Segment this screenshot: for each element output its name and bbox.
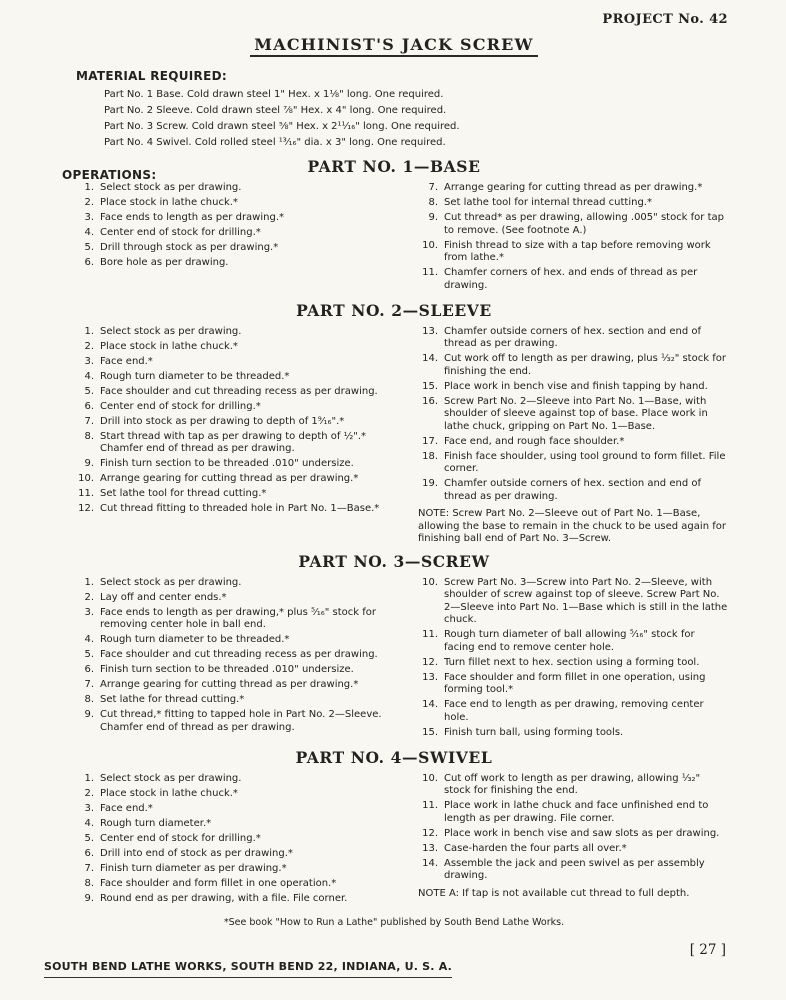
- section-part-4-swivel: [60, 748, 728, 908]
- operation-item: [418, 381, 728, 394]
- operation-item: [74, 878, 384, 891]
- operation-item: [74, 634, 384, 647]
- operation-item: [74, 197, 384, 210]
- operation-number: 3.: [84, 802, 94, 814]
- operation-item: [74, 893, 384, 906]
- operation-number: 10.: [78, 473, 94, 484]
- operation-number: 13.: [422, 325, 438, 337]
- operation-text: Place stock in lathe chuck.*: [100, 197, 238, 208]
- operation-item: [74, 257, 384, 270]
- operation-number: 14.: [422, 699, 438, 710]
- operation-item: [74, 341, 384, 354]
- part-2-right-column: [418, 326, 728, 546]
- operation-text: Place work in bench vise and saw slots as per drawing.: [444, 827, 720, 839]
- operation-number: 1.: [84, 576, 94, 588]
- operation-text: Face end to length as per drawing, removing center hole.: [444, 699, 704, 723]
- operation-text: Set lathe tool for internal thread cutting.*: [444, 197, 652, 208]
- operation-item: [74, 649, 384, 662]
- operation-list: [74, 577, 384, 735]
- operation-number: 12.: [78, 503, 94, 514]
- page-title: MACHINIST'S JACK SCREW: [250, 35, 537, 57]
- operation-number: 13.: [422, 842, 438, 854]
- operation-text: Screw Part No. 3—Screw into Part No. 2—Sleeve, with shoulder of screw against top of sleeve. Screw Part No. 2—Sleeve into Part No. 1—Base which is still in the lathe chuck.: [444, 576, 728, 625]
- operation-number: 4.: [84, 817, 94, 829]
- operation-item: [74, 458, 384, 471]
- operation-number: 14.: [422, 857, 438, 869]
- operation-text: Chamfer outside corners of hex. section and end of thread as per drawing.: [444, 478, 701, 502]
- operation-item: [74, 326, 384, 339]
- part-2-columns: [60, 326, 728, 546]
- operation-number: 9.: [428, 212, 438, 223]
- project-number: PROJECT No. 42: [602, 12, 728, 27]
- operation-text: Rough turn diameter to be threaded.*: [100, 634, 290, 645]
- section-part-1-base: [60, 157, 728, 295]
- material-line: Part No. 3 Screw. Cold drawn steel ⅝" Hex. x 2¹¹⁄₁₆" long. One required.: [104, 121, 460, 132]
- part-3-left-column: [74, 577, 384, 742]
- operation-number: 7.: [428, 182, 438, 193]
- operation-item: [418, 451, 728, 476]
- operation-item: [418, 672, 728, 697]
- operation-item: [418, 326, 728, 351]
- operation-text: Face end, and rough face shoulder.*: [444, 435, 625, 447]
- operation-number: 11.: [78, 488, 94, 499]
- operation-text: Select stock as per drawing.: [100, 325, 242, 337]
- operation-text: Turn fillet next to hex. section using a forming tool.: [444, 656, 700, 668]
- operation-text: Face ends to length as per drawing,* plus ⁵⁄₁₆" stock for removing center hole in ball end.: [100, 606, 376, 630]
- operation-number: 11.: [422, 629, 438, 640]
- operation-text: Place stock in lathe chuck.*: [100, 340, 238, 352]
- operation-text: Cut off work to length as per drawing, allowing ¹⁄₃₂" stock for finishing the end.: [444, 772, 701, 796]
- operation-item: [74, 212, 384, 225]
- operation-number: 8.: [84, 694, 94, 705]
- operation-text: Start thread with tap as per drawing to depth of ½".* Chamfer end of thread as per drawing.: [100, 430, 367, 454]
- operation-list: [74, 773, 384, 906]
- part-1-left-column: [74, 182, 384, 295]
- operation-number: 2.: [84, 197, 94, 208]
- material-line: Part No. 4 Swivel. Cold rolled steel ¹³⁄₁₆" dia. x 3" long. One required.: [104, 137, 446, 148]
- operation-text: Set lathe tool for thread cutting.*: [100, 488, 267, 499]
- operation-item: [74, 664, 384, 677]
- operation-item: [418, 773, 728, 798]
- section-part-3-screw: [60, 552, 728, 742]
- operation-number: 17.: [422, 435, 438, 447]
- operation-text: Case-harden the four parts all over.*: [444, 842, 627, 854]
- operation-number: 5.: [84, 385, 94, 397]
- operation-text: Finish turn diameter as per drawing.*: [100, 862, 287, 874]
- operation-text: Finish thread to size with a tap before removing work from lathe.*: [444, 239, 711, 263]
- operation-number: 2.: [84, 591, 94, 603]
- part-4-right-column: [418, 773, 728, 908]
- operation-text: Cut thread fitting to threaded hole in Part No. 1—Base.*: [100, 503, 380, 514]
- part-1-right-column: [418, 182, 728, 295]
- operation-item: [74, 803, 384, 816]
- operation-text: Chamfer corners of hex. and ends of thread as per drawing.: [444, 267, 698, 291]
- operation-number: 3.: [84, 212, 94, 223]
- operation-item: [418, 843, 728, 856]
- operation-text: Center end of stock for drilling.*: [100, 400, 261, 412]
- operation-text: Place stock in lathe chuck.*: [100, 787, 238, 799]
- operation-item: [418, 800, 728, 825]
- part-1-columns: [60, 182, 728, 295]
- operation-number: 6.: [84, 257, 94, 268]
- operation-item: [418, 212, 728, 237]
- operation-item: [418, 577, 728, 627]
- operation-text: Arrange gearing for cutting thread as per drawing.*: [100, 473, 359, 484]
- operation-item: [74, 709, 384, 734]
- operation-number: 8.: [84, 430, 94, 442]
- operation-item: [418, 828, 728, 841]
- operation-item: [418, 727, 728, 740]
- operation-item: [74, 607, 384, 632]
- operation-number: 12.: [422, 827, 438, 839]
- operation-text: Center end of stock for drilling.*: [100, 227, 261, 238]
- operation-text: Assemble the jack and peen swivel as per assembly drawing.: [444, 857, 705, 881]
- operation-number: 3.: [84, 606, 94, 618]
- material-line: Part No. 1 Base. Cold drawn steel 1" Hex. x 1⅛" long. One required.: [104, 89, 444, 100]
- operation-number: 5.: [84, 649, 94, 660]
- operation-text: Arrange gearing for cutting thread as per drawing.*: [100, 679, 359, 690]
- operation-list: [418, 773, 728, 883]
- operation-item: [74, 773, 384, 786]
- operation-text: Place work in lathe chuck and face unfinished end to length as per drawing. File corner.: [444, 800, 709, 824]
- operation-item: [74, 694, 384, 707]
- operation-list: [74, 182, 384, 270]
- material-required-heading: MATERIAL REQUIRED:: [76, 69, 227, 83]
- operation-number: 5.: [84, 242, 94, 253]
- operation-item: [74, 848, 384, 861]
- operation-text: Cut thread* as per drawing, allowing .005" stock for tap to remove. (See footnote A.): [444, 212, 724, 236]
- part-3-title: PART NO. 3—SCREW: [298, 551, 490, 571]
- operation-list: [418, 577, 728, 740]
- part-4-left-column: [74, 773, 384, 908]
- operation-item: [74, 182, 384, 195]
- operation-item: [418, 267, 728, 292]
- operation-number: 10.: [422, 239, 438, 251]
- operation-number: 11.: [422, 267, 438, 278]
- page-number: [ 27 ]: [689, 942, 726, 958]
- operation-text: Drill into stock as per drawing to depth of 1⁹⁄₁₆".*: [100, 415, 345, 427]
- operation-item: [74, 679, 384, 692]
- operations-heading: OPERATIONS:: [62, 168, 157, 182]
- operation-text: Finish turn ball, using forming tools.: [444, 726, 624, 738]
- part-4-title: PART NO. 4—SWIVEL: [295, 747, 493, 767]
- operation-text: Face end.*: [100, 355, 153, 367]
- operation-text: Cut thread,* fitting to tapped hole in Part No. 2—Sleeve. Chamfer end of thread as per drawing.: [100, 709, 382, 733]
- operation-text: Rough turn diameter of ball allowing ⁵⁄₁₆" stock for facing end to remove center hole.: [444, 629, 695, 653]
- material-line: Part No. 2 Sleeve. Cold drawn steel ⅞" Hex. x 4" long. One required.: [104, 105, 447, 116]
- part-2-left-column: [74, 326, 384, 546]
- operation-item: [74, 488, 384, 501]
- operation-list: [74, 326, 384, 516]
- operation-item: [74, 788, 384, 801]
- operation-number: 12.: [422, 656, 438, 668]
- operation-item: [418, 182, 728, 195]
- operation-text: Rough turn diameter.*: [100, 817, 212, 829]
- operation-number: 11.: [422, 800, 438, 811]
- operation-text: Finish face shoulder, using tool ground to form fillet. File corner.: [444, 450, 726, 474]
- operation-text: Finish turn section to be threaded .010" undersize.: [100, 458, 354, 469]
- operation-text: Center end of stock for drilling.*: [100, 832, 261, 844]
- operation-number: 7.: [84, 679, 94, 690]
- operation-text: Face shoulder and cut threading recess as per drawing.: [100, 649, 378, 660]
- operation-number: 4.: [84, 227, 94, 238]
- operation-number: 8.: [428, 197, 438, 208]
- operation-text: Finish turn section to be threaded .010" undersize.: [100, 664, 354, 675]
- operation-number: 7.: [84, 415, 94, 427]
- operation-list: [418, 182, 728, 292]
- operation-item: [74, 227, 384, 240]
- operation-text: Round end as per drawing, with a file. File corner.: [100, 892, 348, 904]
- operation-number: 13.: [422, 671, 438, 683]
- operation-number: 9.: [84, 709, 94, 720]
- operation-text: Drill into end of stock as per drawing.*: [100, 847, 293, 859]
- operation-item: [418, 436, 728, 449]
- operation-number: 10.: [422, 772, 438, 784]
- operation-text: Drill through stock as per drawing.*: [100, 242, 279, 253]
- operation-text: Place work in bench vise and finish tapping by hand.: [444, 380, 708, 392]
- operation-number: 18.: [422, 450, 438, 462]
- operation-text: Arrange gearing for cutting thread as per drawing.*: [444, 182, 703, 193]
- operation-item: [418, 629, 728, 654]
- operation-number: 1.: [84, 325, 94, 337]
- operation-number: 1.: [84, 772, 94, 784]
- operation-number: 8.: [84, 877, 94, 889]
- operation-item: [418, 699, 728, 724]
- operation-number: 7.: [84, 862, 94, 874]
- operation-item: [418, 396, 728, 434]
- operation-item: [418, 353, 728, 378]
- material-list: [104, 87, 728, 151]
- operation-text: Chamfer outside corners of hex. section and end of thread as per drawing.: [444, 325, 701, 349]
- operation-item: [74, 473, 384, 486]
- operation-number: 15.: [422, 380, 438, 392]
- operation-text: Face shoulder and form fillet in one operation, using forming tool.*: [444, 671, 706, 695]
- footnote: *See book "How to Run a Lathe" published by South Bend Lathe Works.: [223, 916, 565, 928]
- part-3-columns: [60, 577, 728, 742]
- operation-item: [74, 431, 384, 456]
- part-2-note: NOTE: Screw Part No. 2—Sleeve out of Part No. 1—Base, allowing the base to remain in the chuck to be used again for finishing ball end of Part No. 3—Screw.: [418, 508, 726, 544]
- operation-text: Select stock as per drawing.: [100, 772, 242, 784]
- operation-number: 1.: [84, 182, 94, 193]
- operation-item: [74, 503, 384, 516]
- operation-item: [74, 833, 384, 846]
- operation-number: 14.: [422, 353, 438, 364]
- operation-item: [74, 242, 384, 255]
- publisher-imprint: SOUTH BEND LATHE WORKS, SOUTH BEND 22, INDIANA, U. S. A.: [44, 960, 452, 978]
- operation-item: [418, 240, 728, 265]
- operation-text: Face shoulder and cut threading recess as per drawing.: [100, 385, 378, 397]
- part-1-title-row: [60, 157, 728, 182]
- operation-text: Lay off and center ends.*: [100, 591, 227, 603]
- operation-number: 9.: [84, 458, 94, 469]
- operation-item: [418, 478, 728, 503]
- title-row: [60, 35, 728, 57]
- operation-number: 6.: [84, 847, 94, 859]
- operation-text: Bore hole as per drawing.: [100, 257, 229, 268]
- operation-number: 3.: [84, 355, 94, 367]
- operation-number: 6.: [84, 400, 94, 412]
- operation-number: 2.: [84, 787, 94, 799]
- operation-list: [418, 326, 728, 504]
- part-4-note-a: NOTE A: If tap is not available cut thread to full depth.: [418, 887, 690, 899]
- part-3-right-column: [418, 577, 728, 742]
- operation-item: [418, 858, 728, 883]
- operation-number: 4.: [84, 634, 94, 645]
- operation-text: Face end.*: [100, 802, 153, 814]
- operation-text: Face ends to length as per drawing.*: [100, 212, 285, 223]
- part-2-title: PART NO. 2—SLEEVE: [296, 300, 492, 320]
- operation-item: [74, 863, 384, 876]
- operation-number: 2.: [84, 340, 94, 352]
- operation-number: 4.: [84, 370, 94, 382]
- operation-item: [74, 592, 384, 605]
- operation-item: [74, 577, 384, 590]
- operation-text: Select stock as per drawing.: [100, 182, 242, 193]
- operation-item: [74, 401, 384, 414]
- operation-number: 10.: [422, 576, 438, 588]
- operation-text: Select stock as per drawing.: [100, 576, 242, 588]
- part-4-columns: [60, 773, 728, 908]
- section-part-2-sleeve: [60, 301, 728, 546]
- operation-text: Cut work off to length as per drawing, plus ¹⁄₃₂" stock for finishing the end.: [444, 353, 726, 377]
- operation-item: [74, 818, 384, 831]
- operation-number: 9.: [84, 892, 94, 904]
- operation-text: Rough turn diameter to be threaded.*: [100, 370, 290, 382]
- operation-item: [74, 386, 384, 399]
- operation-text: Screw Part No. 2—Sleeve into Part No. 1—Base, with shoulder of sleeve against top of base. Place work in lathe chuck, gripping on Part No. 1—Base.: [444, 395, 708, 432]
- operation-text: Face shoulder and form fillet in one operation.*: [100, 877, 337, 889]
- operation-text: Set lathe for thread cutting.*: [100, 694, 245, 705]
- operation-number: 6.: [84, 664, 94, 675]
- operation-item: [74, 371, 384, 384]
- operation-number: 19.: [422, 478, 438, 489]
- operation-number: 15.: [422, 726, 438, 738]
- operation-number: 5.: [84, 832, 94, 844]
- part-1-title: PART NO. 1—BASE: [307, 157, 481, 176]
- operation-item: [418, 657, 728, 670]
- operation-item: [74, 416, 384, 429]
- operation-item: [418, 197, 728, 210]
- operation-item: [74, 356, 384, 369]
- operation-number: 16.: [422, 395, 438, 407]
